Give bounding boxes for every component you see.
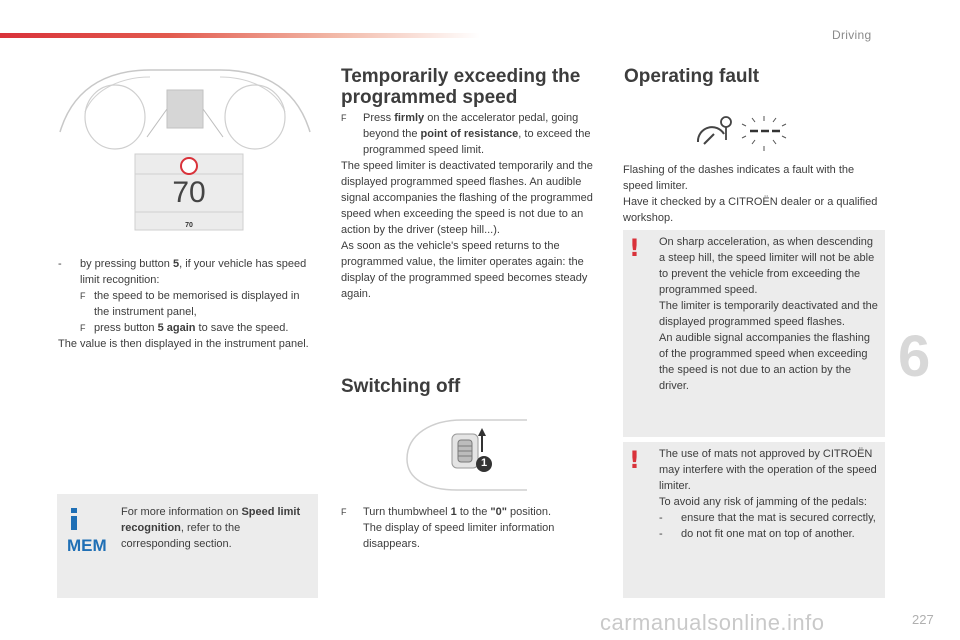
watermark: carmanualsonline.info <box>600 610 825 635</box>
instrument-cluster-illustration <box>55 62 315 242</box>
bullet-marker: F <box>341 507 347 517</box>
mem-label: MEM <box>67 536 107 555</box>
info-icon <box>67 508 81 530</box>
exceeding-body2: As soon as the vehicle's speed returns to the programmed value, the limiter operates again: the display of the programmed speed becomes steady again. <box>341 240 588 300</box>
section-label: Driving <box>832 28 872 42</box>
exceeding-content <box>341 110 603 302</box>
chapter-number: 6 <box>898 324 931 389</box>
header-accent-bar <box>0 33 480 38</box>
cluster-drawing <box>55 62 315 242</box>
switching-off-content <box>341 504 603 552</box>
exceeding-step: F Press firmly on the accelerator pedal, going beyond the point of resistance, to exceed the programmed speed limit. <box>341 112 591 156</box>
info-box <box>57 494 318 598</box>
bullet-marker: F <box>341 113 347 123</box>
speedometer-icon <box>698 127 724 142</box>
operating-fault-title: Operating fault <box>624 66 760 87</box>
operating-fault-content <box>623 162 887 226</box>
switching-off-step: F Turn thumbwheel 1 to the "0" position. The display of speed limiter information disappears. <box>341 506 555 550</box>
fault-body: Flashing of the dashes indicates a fault with the speed limiter. <box>623 164 855 192</box>
callout-number: 1 <box>480 457 488 469</box>
left-instructions <box>58 256 316 352</box>
cluster-display-value: 70 <box>172 176 206 209</box>
switching-off-title: Switching off <box>341 376 461 397</box>
page-number: 227 <box>912 612 934 627</box>
warning-icon: ! <box>629 234 640 262</box>
speed-sign-value: 70 <box>185 222 193 229</box>
bullet-marker: F <box>80 323 86 333</box>
instruction-item: - by pressing button 5, if your vehicle has speed limit recognition: <box>58 258 307 286</box>
bullet-marker: F <box>80 291 86 301</box>
instruction-subitem: F the speed to be memorised is displayed in the instrument panel, <box>80 290 300 318</box>
closing-text: The value is then displayed in the instrument panel. <box>58 338 309 350</box>
exceeding-title: Temporarily exceeding the programmed speed <box>341 66 581 108</box>
info-text: For more information on Speed limit recognition, refer to the corresponding section. <box>121 506 301 550</box>
steering-thumbwheel-illustration <box>402 414 532 494</box>
exceeding-body: The speed limiter is deactivated temporarily and the displayed programmed speed flashes. An audible signal accompanies the flashing of the programmed speed when exceeding the speed is not due to an action by the driver (steep hill...). <box>341 160 593 236</box>
list-item: - ensure that the mat is secured correctly, <box>659 512 876 524</box>
list-item: - do not fit one mat on top of another. <box>659 528 855 540</box>
fault-body2: Have it checked by a CITROËN dealer or a qualified workshop. <box>623 196 878 224</box>
warning-box-acceleration <box>623 230 885 437</box>
fault-display-illustration <box>694 112 804 156</box>
warning1-text: On sharp acceleration, as when descending a steep hill, the speed limiter will not be able to prevent the vehicle from exceeding the programmed speed. The limiter is temporarily deactivated and the displayed programmed speed flashes. An audible signal accompanies the flashing of the programmed speed when exceeding the speed is not due to an action by the driver. <box>659 236 878 392</box>
speed-sign-icon <box>181 158 197 174</box>
instruction-subitem: F press button 5 again to save the speed. <box>80 322 289 334</box>
warning2-text: The use of mats not approved by CITROËN may interfere with the operation of the speed limiter. To avoid any risk of jamming of the pedals: - ensure that the mat is secured correctly, - do not fit one mat on top of another. <box>659 446 881 542</box>
warning-icon: ! <box>629 446 640 474</box>
warning-box-mats <box>623 442 885 598</box>
